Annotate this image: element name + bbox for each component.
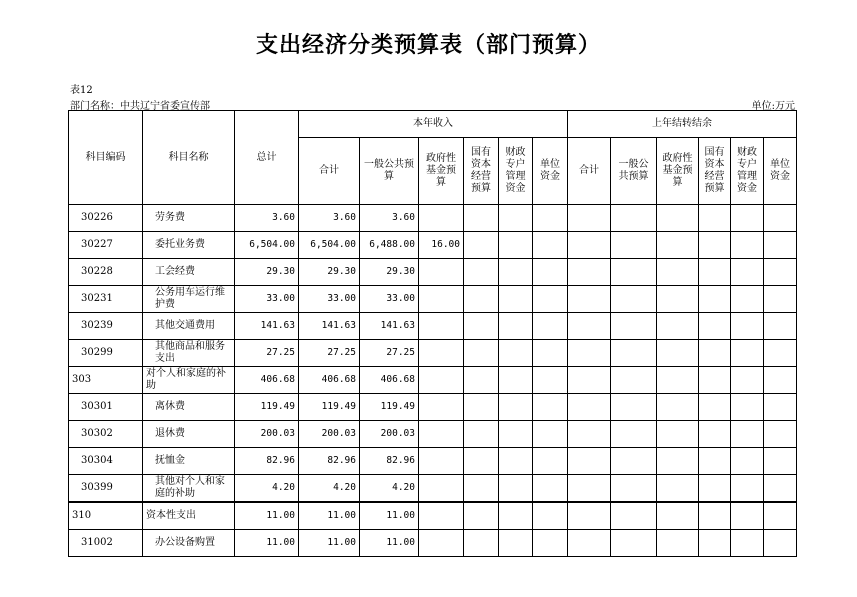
account-name: 离休费 — [143, 394, 235, 421]
empty-cell — [499, 475, 533, 503]
gov-fund-value — [419, 340, 464, 367]
general-budget-value: 82.96 — [360, 448, 419, 475]
empty-cell — [657, 205, 699, 232]
gov-fund-value — [419, 367, 464, 394]
empty-cell — [731, 502, 764, 530]
empty-cell — [657, 448, 699, 475]
empty-cell — [764, 340, 797, 367]
empty-cell — [731, 394, 764, 421]
empty-cell — [657, 259, 699, 286]
general-budget-value: 6,488.00 — [360, 232, 419, 259]
table-row — [69, 394, 797, 421]
table-row — [69, 475, 797, 503]
table-number: 表12 — [70, 85, 93, 96]
account-name: 其他对个人和家庭的补助 — [143, 475, 235, 503]
account-name: 抚恤金 — [143, 448, 235, 475]
empty-cell — [533, 232, 568, 259]
empty-cell — [499, 232, 533, 259]
general-budget-value: 29.30 — [360, 259, 419, 286]
header-co-general: 一般公共预算 — [611, 138, 657, 205]
header-cy-fund: 政府性基金预算 — [419, 138, 464, 205]
table-row — [69, 205, 797, 232]
empty-cell — [611, 394, 657, 421]
empty-cell — [464, 286, 499, 313]
current-year-sum: 406.68 — [299, 367, 360, 394]
empty-cell — [533, 421, 568, 448]
current-year-sum: 11.00 — [299, 502, 360, 530]
empty-cell — [533, 313, 568, 340]
account-name: 公务用车运行维护费 — [143, 286, 235, 313]
total-value: 11.00 — [235, 502, 299, 530]
header-current-year: 本年收入 — [299, 111, 568, 138]
empty-cell — [731, 313, 764, 340]
total-value: 11.00 — [235, 530, 299, 557]
empty-cell — [499, 421, 533, 448]
empty-cell — [699, 421, 731, 448]
empty-cell — [568, 340, 611, 367]
empty-cell — [699, 232, 731, 259]
total-value: 6,504.00 — [235, 232, 299, 259]
gov-fund-value — [419, 502, 464, 530]
empty-cell — [499, 205, 533, 232]
empty-cell — [731, 367, 764, 394]
empty-cell — [499, 530, 533, 557]
account-code: 30226 — [69, 205, 143, 232]
account-name: 对个人和家庭的补助 — [143, 367, 235, 394]
empty-cell — [464, 340, 499, 367]
account-code: 30399 — [69, 475, 143, 503]
empty-cell — [499, 502, 533, 530]
empty-cell — [699, 286, 731, 313]
empty-cell — [731, 421, 764, 448]
empty-cell — [699, 530, 731, 557]
account-code: 30299 — [69, 340, 143, 367]
general-budget-value: 33.00 — [360, 286, 419, 313]
current-year-sum: 141.63 — [299, 313, 360, 340]
gov-fund-value — [419, 421, 464, 448]
gov-fund-value: 16.00 — [419, 232, 464, 259]
gov-fund-value — [419, 530, 464, 557]
total-value: 33.00 — [235, 286, 299, 313]
total-value: 3.60 — [235, 205, 299, 232]
total-value: 406.68 — [235, 367, 299, 394]
empty-cell — [699, 448, 731, 475]
empty-cell — [699, 340, 731, 367]
empty-cell — [568, 475, 611, 503]
account-name: 资本性支出 — [143, 502, 235, 530]
account-name: 其他交通费用 — [143, 313, 235, 340]
empty-cell — [499, 313, 533, 340]
empty-cell — [568, 286, 611, 313]
empty-cell — [611, 340, 657, 367]
gov-fund-value — [419, 205, 464, 232]
empty-cell — [699, 394, 731, 421]
general-budget-value: 141.63 — [360, 313, 419, 340]
empty-cell — [499, 448, 533, 475]
empty-cell — [764, 502, 797, 530]
empty-cell — [533, 340, 568, 367]
empty-cell — [464, 259, 499, 286]
empty-cell — [731, 232, 764, 259]
table-row — [69, 313, 797, 340]
current-year-sum: 119.49 — [299, 394, 360, 421]
empty-cell — [568, 232, 611, 259]
page-title: 支出经济分类预算表（部门预算） — [255, 33, 601, 58]
empty-cell — [731, 530, 764, 557]
current-year-sum: 29.30 — [299, 259, 360, 286]
empty-cell — [657, 367, 699, 394]
empty-cell — [731, 259, 764, 286]
general-budget-value: 4.20 — [360, 475, 419, 503]
empty-cell — [533, 394, 568, 421]
general-budget-value: 119.49 — [360, 394, 419, 421]
empty-cell — [568, 259, 611, 286]
empty-cell — [611, 367, 657, 394]
table-row — [69, 448, 797, 475]
empty-cell — [657, 232, 699, 259]
empty-cell — [464, 394, 499, 421]
empty-cell — [764, 286, 797, 313]
empty-cell — [764, 475, 797, 503]
empty-cell — [464, 313, 499, 340]
unit-label: 单位:万元 — [751, 101, 795, 112]
empty-cell — [568, 448, 611, 475]
current-year-sum: 27.25 — [299, 340, 360, 367]
empty-cell — [764, 313, 797, 340]
table-row — [69, 259, 797, 286]
empty-cell — [568, 530, 611, 557]
empty-cell — [699, 205, 731, 232]
account-code: 30231 — [69, 286, 143, 313]
department-name: 部门名称：中共辽宁省委宣传部 — [70, 101, 210, 112]
empty-cell — [657, 313, 699, 340]
empty-cell — [533, 367, 568, 394]
empty-cell — [611, 205, 657, 232]
account-name: 退休费 — [143, 421, 235, 448]
empty-cell — [533, 205, 568, 232]
header-co-unit-funds: 单位资金 — [764, 138, 797, 205]
empty-cell — [533, 475, 568, 503]
account-name: 其他商品和服务支出 — [143, 340, 235, 367]
empty-cell — [464, 530, 499, 557]
empty-cell — [464, 232, 499, 259]
account-code: 30227 — [69, 232, 143, 259]
header-code: 科目编码 — [69, 111, 143, 205]
total-value: 82.96 — [235, 448, 299, 475]
empty-cell — [611, 421, 657, 448]
empty-cell — [764, 232, 797, 259]
account-code: 310 — [69, 502, 143, 530]
general-budget-value: 406.68 — [360, 367, 419, 394]
empty-cell — [731, 475, 764, 503]
account-name: 办公设备购置 — [143, 530, 235, 557]
empty-cell — [764, 259, 797, 286]
account-code: 31002 — [69, 530, 143, 557]
header-cy-state-capital: 国有资本经营预算 — [464, 138, 499, 205]
header-co-fund: 政府性基金预算 — [657, 138, 699, 205]
empty-cell — [568, 367, 611, 394]
budget-table — [68, 110, 797, 557]
empty-cell — [699, 475, 731, 503]
empty-cell — [611, 530, 657, 557]
general-budget-value: 200.03 — [360, 421, 419, 448]
current-year-sum: 4.20 — [299, 475, 360, 503]
table-row — [69, 421, 797, 448]
total-value: 141.63 — [235, 313, 299, 340]
account-name: 劳务费 — [143, 205, 235, 232]
gov-fund-value — [419, 259, 464, 286]
general-budget-value: 3.60 — [360, 205, 419, 232]
general-budget-value: 11.00 — [360, 502, 419, 530]
header-total: 总计 — [235, 111, 299, 205]
empty-cell — [611, 475, 657, 503]
header-co-special-account: 财政专户管理资金 — [731, 138, 764, 205]
empty-cell — [731, 286, 764, 313]
account-code: 303 — [69, 367, 143, 394]
empty-cell — [764, 205, 797, 232]
current-year-sum: 3.60 — [299, 205, 360, 232]
empty-cell — [611, 286, 657, 313]
empty-cell — [611, 259, 657, 286]
empty-cell — [611, 313, 657, 340]
empty-cell — [464, 448, 499, 475]
empty-cell — [657, 286, 699, 313]
empty-cell — [764, 394, 797, 421]
header-cy-special-account: 财政专户管理资金 — [499, 138, 533, 205]
current-year-sum: 11.00 — [299, 530, 360, 557]
empty-cell — [764, 367, 797, 394]
header-co-state-capital: 国有资本经营预算 — [699, 138, 731, 205]
current-year-sum: 33.00 — [299, 286, 360, 313]
account-code: 30301 — [69, 394, 143, 421]
table-row — [69, 286, 797, 313]
empty-cell — [499, 394, 533, 421]
current-year-sum: 82.96 — [299, 448, 360, 475]
empty-cell — [657, 421, 699, 448]
gov-fund-value — [419, 286, 464, 313]
empty-cell — [657, 530, 699, 557]
table-row — [69, 232, 797, 259]
empty-cell — [657, 502, 699, 530]
table-body — [69, 205, 797, 557]
empty-cell — [764, 530, 797, 557]
total-value: 27.25 — [235, 340, 299, 367]
empty-cell — [699, 313, 731, 340]
gov-fund-value — [419, 313, 464, 340]
account-name: 委托业务费 — [143, 232, 235, 259]
empty-cell — [568, 421, 611, 448]
empty-cell — [533, 448, 568, 475]
total-value: 4.20 — [235, 475, 299, 503]
gov-fund-value — [419, 475, 464, 503]
empty-cell — [533, 530, 568, 557]
header-name: 科目名称 — [143, 111, 235, 205]
empty-cell — [657, 394, 699, 421]
empty-cell — [464, 502, 499, 530]
empty-cell — [533, 502, 568, 530]
table-row — [69, 502, 797, 530]
header-carryover: 上年结转结余 — [568, 111, 797, 138]
empty-cell — [533, 259, 568, 286]
account-code: 30228 — [69, 259, 143, 286]
header-cy-general: 一般公共预算 — [360, 138, 419, 205]
empty-cell — [568, 394, 611, 421]
empty-cell — [764, 421, 797, 448]
empty-cell — [568, 205, 611, 232]
gov-fund-value — [419, 448, 464, 475]
empty-cell — [568, 502, 611, 530]
general-budget-value: 11.00 — [360, 530, 419, 557]
empty-cell — [611, 502, 657, 530]
empty-cell — [568, 313, 611, 340]
general-budget-value: 27.25 — [360, 340, 419, 367]
account-code: 30302 — [69, 421, 143, 448]
empty-cell — [731, 448, 764, 475]
header-cy-sum: 合计 — [299, 138, 360, 205]
current-year-sum: 6,504.00 — [299, 232, 360, 259]
empty-cell — [464, 205, 499, 232]
empty-cell — [499, 340, 533, 367]
total-value: 119.49 — [235, 394, 299, 421]
total-value: 200.03 — [235, 421, 299, 448]
account-code: 30304 — [69, 448, 143, 475]
empty-cell — [699, 367, 731, 394]
table-row — [69, 340, 797, 367]
empty-cell — [464, 475, 499, 503]
empty-cell — [464, 421, 499, 448]
header-cy-unit-funds: 单位资金 — [533, 138, 568, 205]
empty-cell — [611, 232, 657, 259]
empty-cell — [533, 286, 568, 313]
account-name: 工会经费 — [143, 259, 235, 286]
current-year-sum: 200.03 — [299, 421, 360, 448]
empty-cell — [499, 367, 533, 394]
empty-cell — [499, 259, 533, 286]
total-value: 29.30 — [235, 259, 299, 286]
empty-cell — [731, 205, 764, 232]
gov-fund-value — [419, 394, 464, 421]
empty-cell — [764, 448, 797, 475]
table-row — [69, 367, 797, 394]
account-code: 30239 — [69, 313, 143, 340]
empty-cell — [731, 340, 764, 367]
empty-cell — [611, 448, 657, 475]
empty-cell — [699, 502, 731, 530]
empty-cell — [699, 259, 731, 286]
header-co-sum: 合计 — [568, 138, 611, 205]
table-row — [69, 530, 797, 557]
empty-cell — [657, 475, 699, 503]
empty-cell — [499, 286, 533, 313]
empty-cell — [464, 367, 499, 394]
empty-cell — [657, 340, 699, 367]
